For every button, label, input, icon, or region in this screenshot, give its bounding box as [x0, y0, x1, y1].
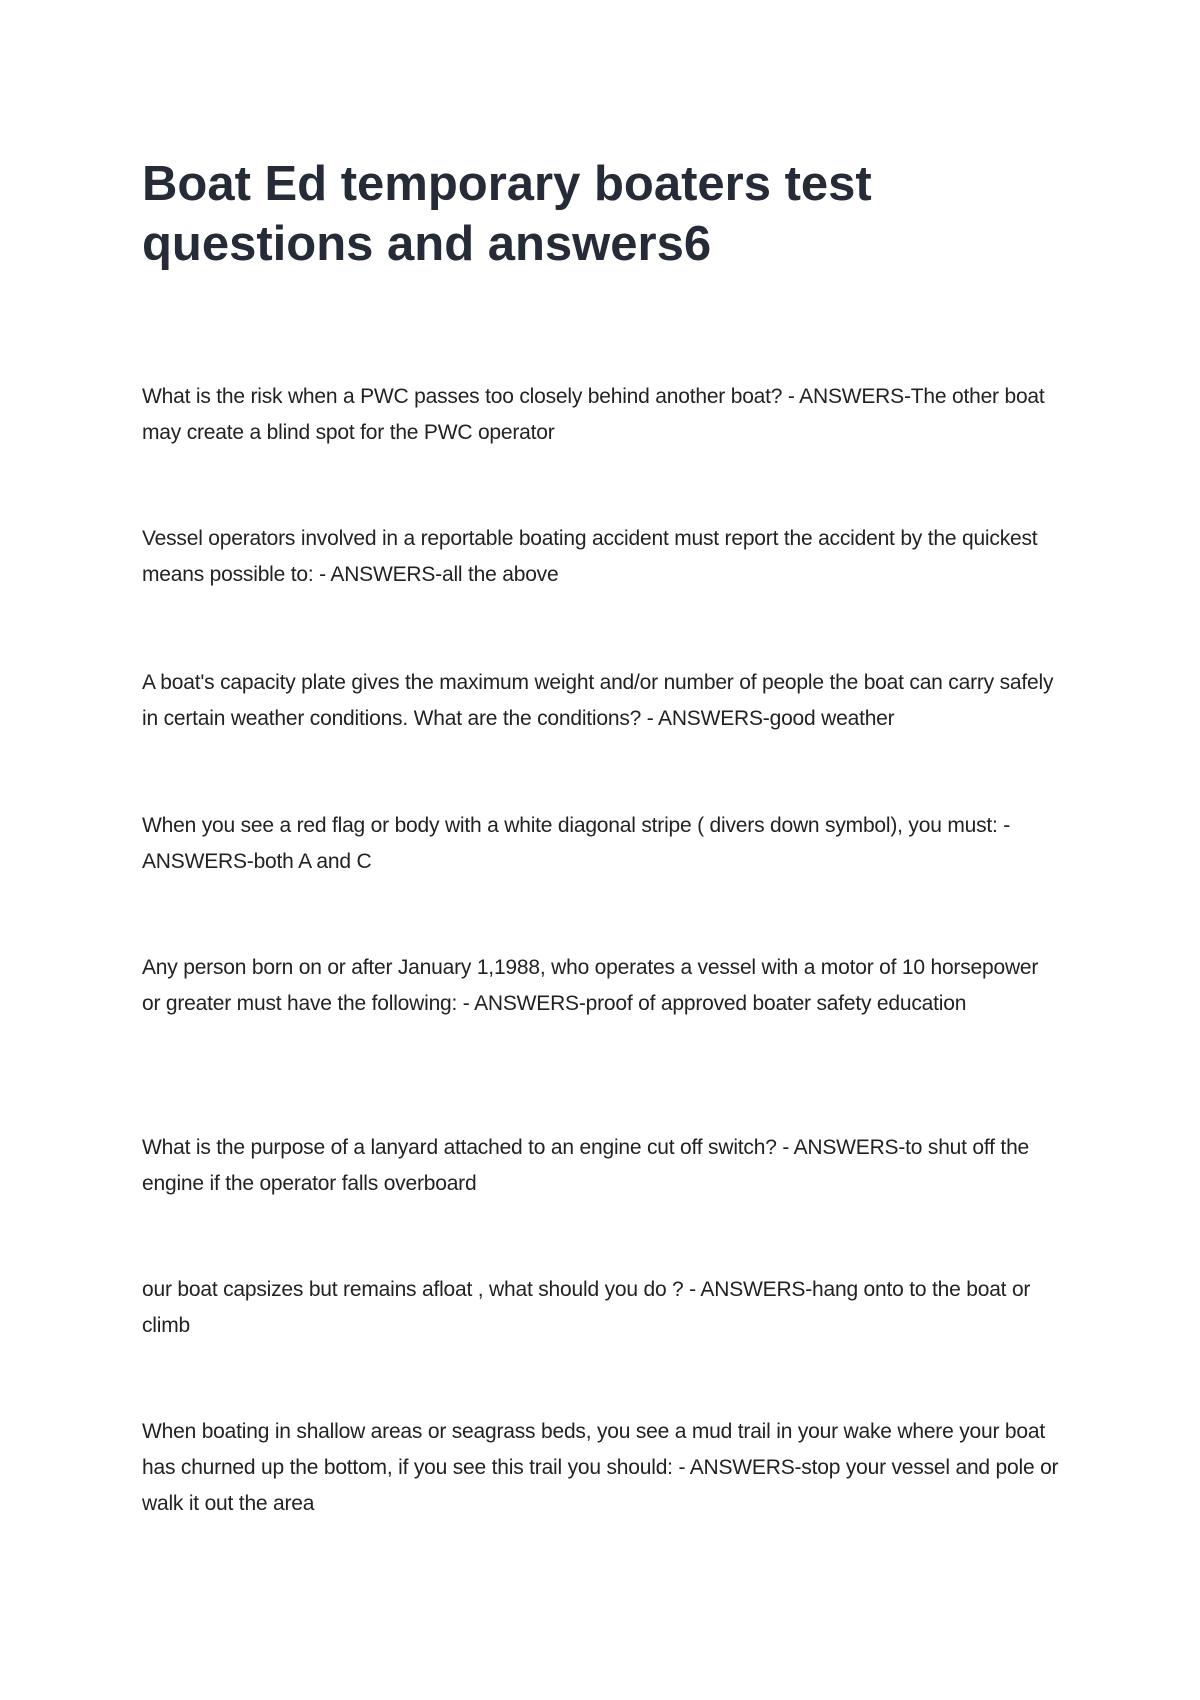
qa-entry-8: When boating in shallow areas or seagrass beds, you see a mud trail in your wake where your boat has churned up the bottom, if you see this trail you should: - ANSWERS-stop your vessel and pole or walk it out the area	[142, 1420, 1059, 1515]
qa-entry-3: A boat's capacity plate gives the maximum weight and/or number of people the boat can carry safely in certain weather conditions. What are the conditions? - ANSWERS-good weather	[142, 671, 1054, 730]
qa-entry-1: What is the risk when a PWC passes too closely behind another boat? - ANSWERS-The other boat may create a blind spot for the PWC operator	[142, 385, 1045, 444]
qa-entry-4: When you see a red flag or body with a white diagonal stripe ( divers down symbol), you must: - ANSWERS-both A and C	[142, 814, 1011, 873]
document-title: Boat Ed temporary boaters test questions and answers6	[142, 157, 872, 271]
qa-entry-6: What is the purpose of a lanyard attached to an engine cut off switch? - ANSWERS-to shut off the engine if the operator falls overboard	[142, 1136, 1030, 1195]
qa-entry-5: Any person born on or after January 1,1988, who operates a vessel with a motor of 10 horsepower or greater must have the following: - ANSWERS-proof of approved boater safety education	[142, 956, 1039, 1015]
qa-entry-2: Vessel operators involved in a reportable boating accident must report the accident by the quickest means possible to: - ANSWERS-all the above	[142, 527, 1038, 586]
qa-entry-7: our boat capsizes but remains afloat , what should you do ? - ANSWERS-hang onto to the boat or climb	[142, 1278, 1031, 1337]
